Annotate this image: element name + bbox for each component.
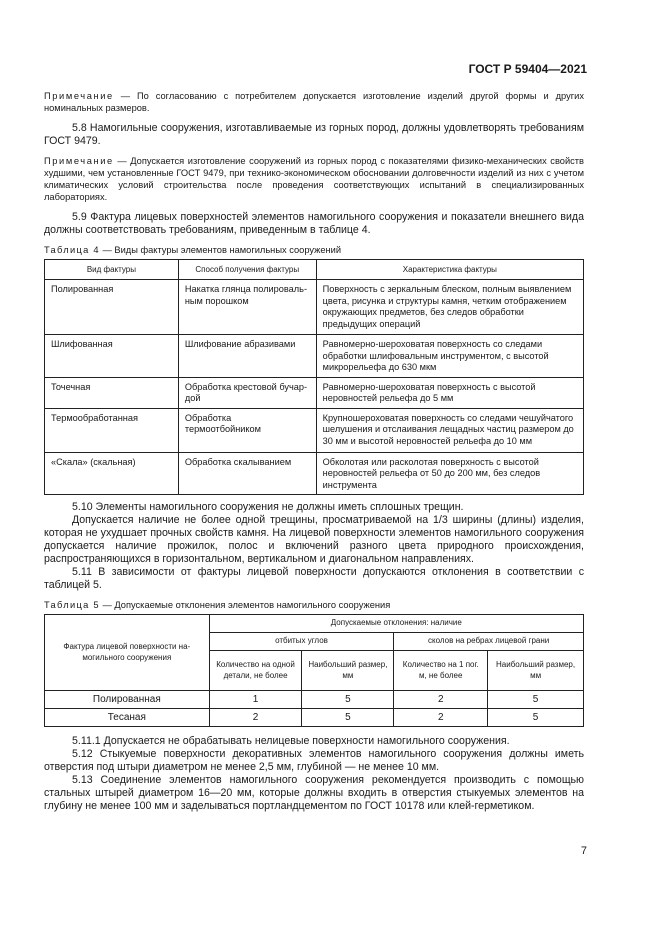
table-cell: Шлифование абразивами xyxy=(178,335,316,378)
table-cell: Точечная xyxy=(45,377,179,408)
clause-5-10-text: Допускается наличие не более одной трещины, просматриваемой на 1/3 ширины (длины) изделия, которая не ухудшает прочных свойств камня. На лицевой поверхности элементов намогильного сооружения допускается наличие прожилок, полос и включений разного цвета природного происхождения, распространяющихся в горизонтальном, вертикальном и диагональном направлениях. xyxy=(44,514,584,565)
clause-5-13: 5.13 Соединение элементов намогильного сооружения рекомендуется производить с помощью стальных штырей диаметром 16—20 мм, которые должны входить в отверстия стыкуемых элементов на глубину не менее 100 мм и заделываться портландцементом по ГОСТ 10178 или клей-герметиком. xyxy=(44,774,584,812)
table-5 xyxy=(44,614,584,727)
clause-5-11: 5.11 В зависимости от фактуры лицевой поверхности допускаются отклонения в соответствии с таблицей 5. xyxy=(44,566,584,591)
table-row xyxy=(45,280,584,335)
table-row xyxy=(45,709,584,727)
table-5-caption xyxy=(44,600,584,610)
table-cell: 2 xyxy=(394,709,488,727)
column-header: Способ получения фактуры xyxy=(178,260,316,280)
table-cell: 2 xyxy=(394,691,488,709)
clause-5-9: 5.9 Фактура лицевых поверхностей элементов намогильного сооружения и показатели внешнего вида должны соответствовать требованиям, приведенным в таблице 4. xyxy=(44,211,584,236)
note-2 xyxy=(44,155,584,203)
table-cell: Равномерно-шероховатая поверхность со следами обработки шлифовальным инструментом, с высотой микрорельефа до 630 мкм xyxy=(316,335,583,378)
column-header: сколов на ребрах лицевой грани xyxy=(394,633,584,651)
table-row xyxy=(45,691,584,709)
table-cell: Обработка скалыванием xyxy=(178,452,316,495)
column-header: Вид фактуры xyxy=(45,260,179,280)
note-label: Примечание xyxy=(44,91,114,101)
table-title: — Виды фактуры элементов намогильных сооружений xyxy=(99,245,342,255)
clause-5-10: 5.10 Элементы намогильного сооружения не должны иметь сплошных трещин. xyxy=(72,501,464,513)
column-header: Характеристика фактуры xyxy=(316,260,583,280)
table-cell: Тесаная xyxy=(45,709,210,727)
table-cell: 5 xyxy=(488,691,584,709)
table-row xyxy=(45,377,584,408)
table-cell: Шлифованная xyxy=(45,335,179,378)
table-row xyxy=(45,335,584,378)
note-text: — Допускается изготовление сооружений из горных пород с показателями физико-механических свойств худшими, чем установленные ГОСТ 9479, при технико-экономическом обосновании долговечности изделий из них с учетом климатических условий строительства после проведения соответствующих испытаний в специализированных лабораториях. xyxy=(44,156,584,202)
table-cell: Обработка термоотбойником xyxy=(178,408,316,452)
standard-number: ГОСТ Р 59404—2021 xyxy=(468,62,587,76)
table-title: — Допускаемые отклонения элементов намогильного сооружения xyxy=(99,600,391,610)
table-cell: 5 xyxy=(302,709,394,727)
table-cell: Равномерно-шероховатая поверхность с высотой неровностей рельефа до 5 мм xyxy=(316,377,583,408)
table-cell: Полированная xyxy=(45,280,179,335)
column-header: Наибольший размер, мм xyxy=(302,651,394,691)
table-cell: 5 xyxy=(488,709,584,727)
table-label: Таблица 5 xyxy=(44,600,100,610)
clause-5-11-1: 5.11.1 Допускается не обрабатывать нелицевые поверхности намогильного сооружения. xyxy=(72,735,510,747)
table-cell: Термообработанная xyxy=(45,408,179,452)
page-content xyxy=(44,90,584,813)
column-header: Количество на одной детали, не более xyxy=(209,651,302,691)
table-cell: Накатка глянца полировальным порошком xyxy=(178,280,316,335)
column-header: отбитых углов xyxy=(209,633,394,651)
table-cell: Поверхность с зеркальным блеском, полным выявлением цвета, рисунка и структуры камня, четким отображением окружающих предметов, без следов обработки предыдущих операций xyxy=(316,280,583,335)
table-cell: Крупношероховатая поверхность со следами чешуйчатого шелушения и отслаивания лещадных частиц размером до 30 мм и высотой неровностей рельефа до 10 мм xyxy=(316,408,583,452)
table-cell: 1 xyxy=(209,691,302,709)
column-header: Фактура лицевой поверхности намогильного сооружения xyxy=(45,615,210,691)
column-header: Наибольший размер, мм xyxy=(488,651,584,691)
table-cell: Обработка крестовой бучардой xyxy=(178,377,316,408)
table-cell: 2 xyxy=(209,709,302,727)
table-cell: Обколотая или расколотая поверхность с высотой неровностей рельефа от 50 до 200 мм, без следов инструмента xyxy=(316,452,583,495)
note-text: — По согласованию с потребителем допускается изготовление изделий другой формы и других номинальных размеров. xyxy=(44,91,584,113)
table-row xyxy=(45,452,584,495)
table-4 xyxy=(44,259,584,495)
table-header-row xyxy=(45,260,584,280)
clause-5-8: 5.8 Намогильные сооружения, изготавливаемые из горных пород, должны удовлетворять требованиям ГОСТ 9479. xyxy=(44,122,584,147)
clause-5-12: 5.12 Стыкуемые поверхности декоративных элементов намогильного сооружения должны иметь отверстия под штыри диаметром не менее 2,5 мм, глубиной — не менее 10 мм. xyxy=(44,748,584,773)
table-header-row xyxy=(45,615,584,633)
note-label: Примечание xyxy=(44,156,114,166)
table-4-caption xyxy=(44,245,584,255)
table-cell: Полированная xyxy=(45,691,210,709)
page-number: 7 xyxy=(580,845,587,857)
note-1 xyxy=(44,90,584,114)
column-header: Допускаемые отклонения: наличие xyxy=(209,615,583,633)
table-cell: 5 xyxy=(302,691,394,709)
table-row xyxy=(45,408,584,452)
column-header: Количество на 1 пог. м, не более xyxy=(394,651,488,691)
table-label: Таблица 4 xyxy=(44,245,100,255)
table-cell: «Скала» (скальная) xyxy=(45,452,179,495)
